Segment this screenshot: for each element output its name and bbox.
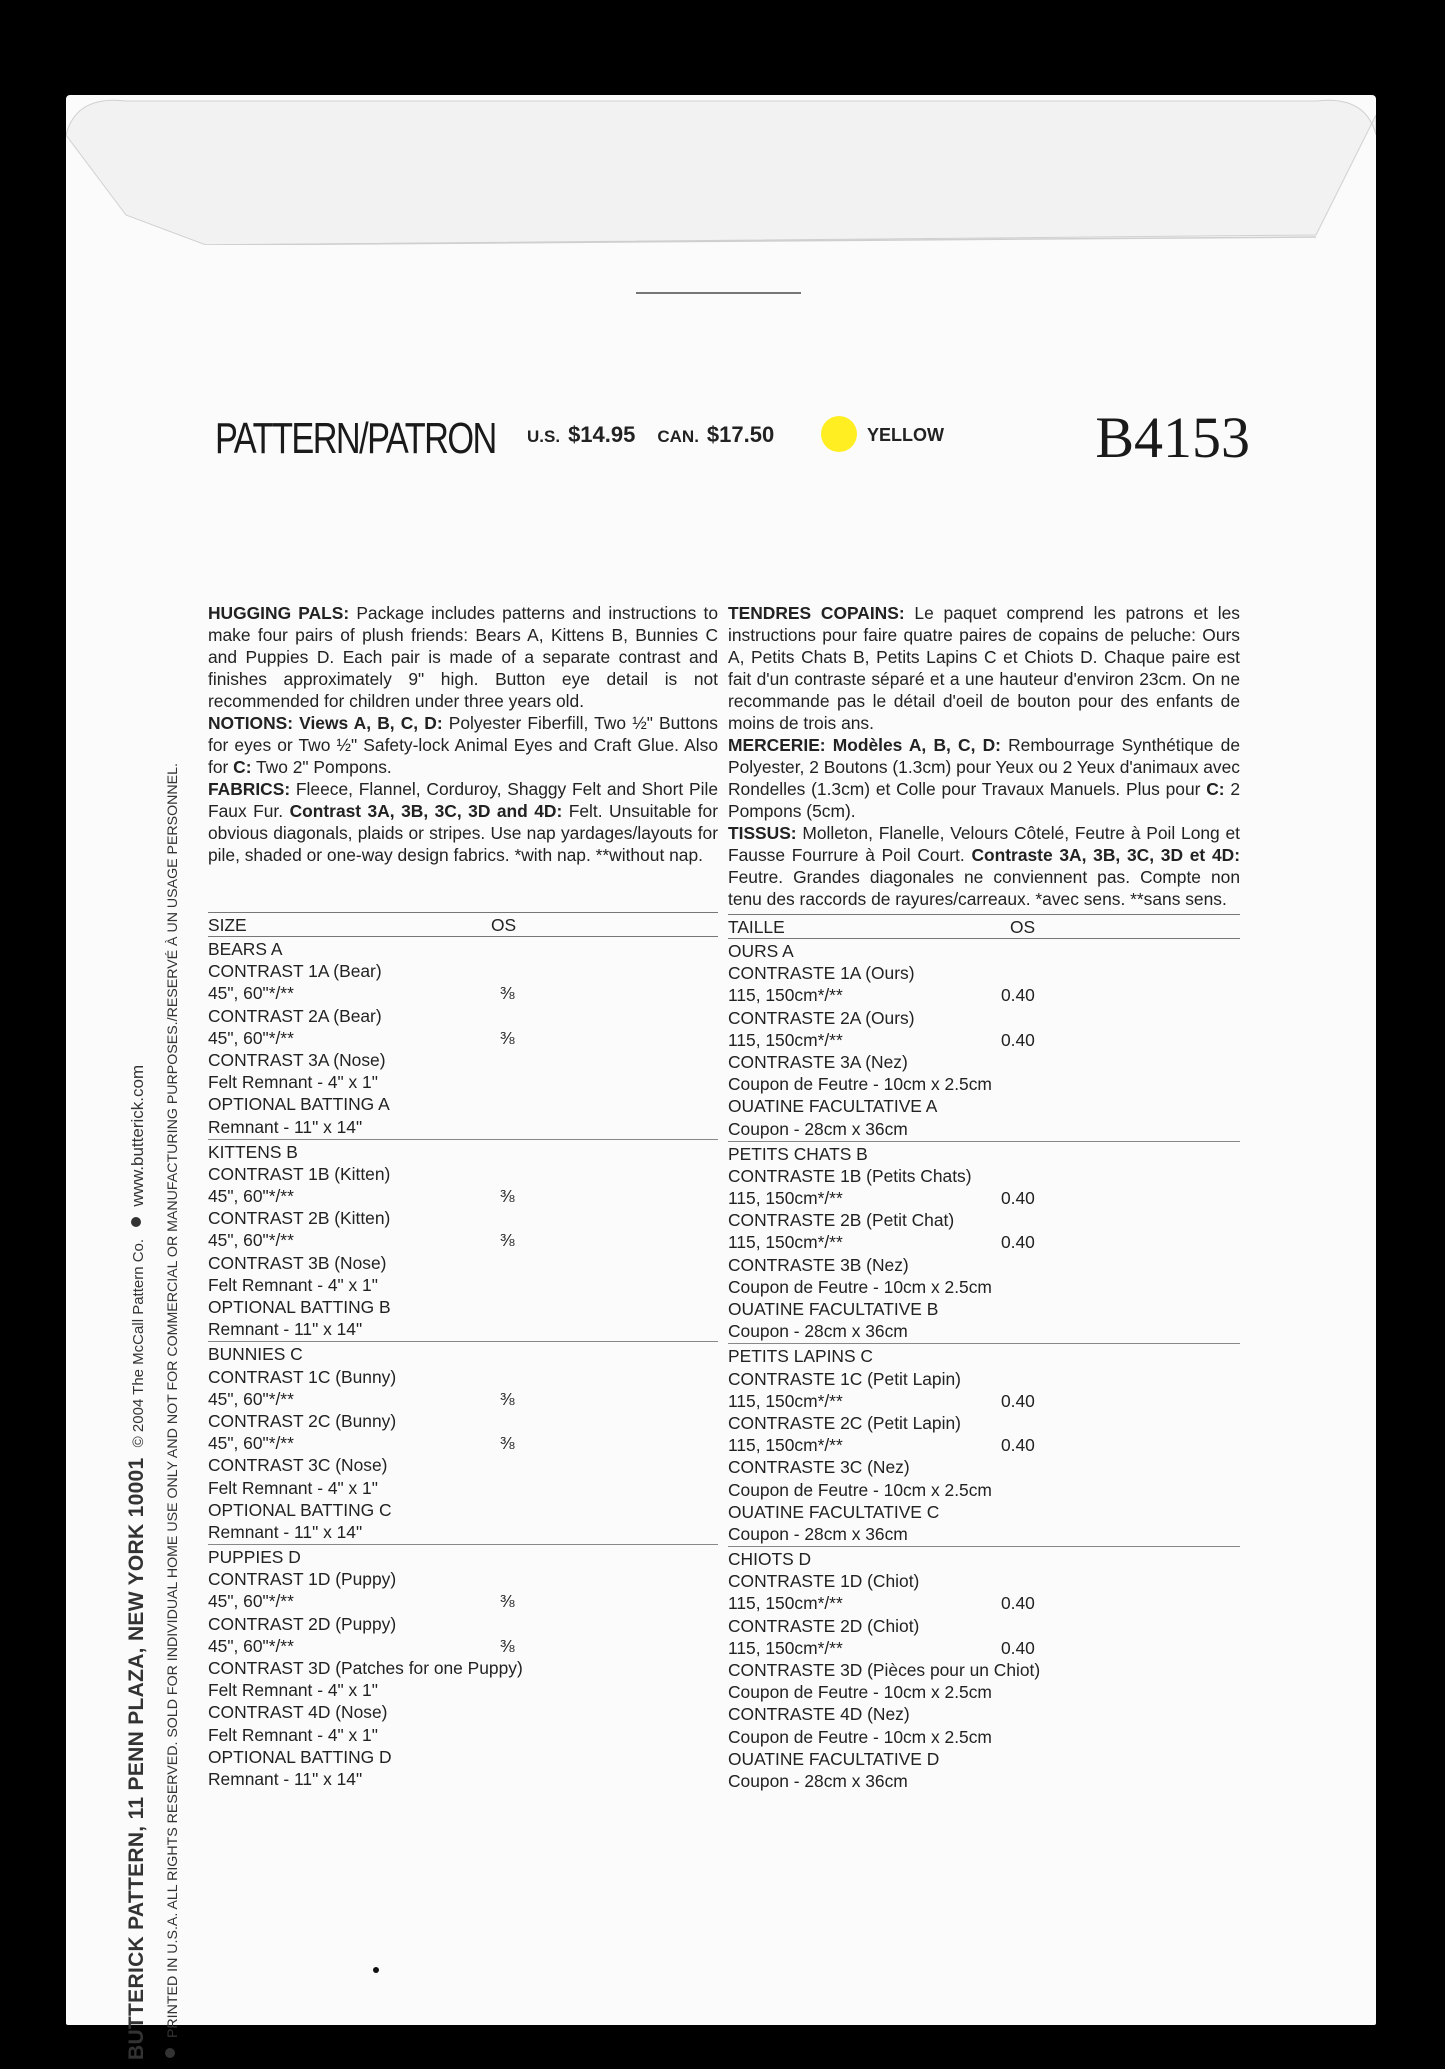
table-row [728,1143,1240,1165]
table-row [208,982,718,1004]
table-row [728,1501,1240,1523]
table-row [208,1296,718,1318]
table-row [728,1592,1240,1614]
table-row [728,940,1240,962]
intro-text: Molleton, Flanelle, Velours Côtelé, Feutre à Poil Long et Fausse Fourrure à Poil Court. [728,823,1240,865]
table-row [208,1163,718,1185]
row-label: CONTRAST 3B (Nose) [208,1252,387,1273]
intro-text: Package includes patterns and instructions to make four pairs of plush friends: Bears A, Kittens B, Bunnies C and Puppies D. Each pair is made of a separate contrast and finishes approximately 9" high. Button eye detail is not recommended for children under three years old. [208,603,718,711]
table-row [728,1073,1240,1095]
row-label: OUATINE FACULTATIVE B [728,1299,939,1319]
view-group [728,939,1240,1142]
row-label: CONTRAST 1B (Kitten) [208,1163,391,1184]
intro-heading: TISSUS: [728,823,797,843]
view-group [728,1344,1240,1547]
row-label: CONTRASTE 3D (Pièces pour un Chiot) [728,1660,1041,1680]
row-label: OPTIONAL BATTING B [208,1297,391,1317]
row-label: 45", 60"*/** [208,983,294,1004]
row-label: CONTRASTE 2C (Petit Lapin) [728,1412,961,1433]
row-quantity: 0.40 [1001,1390,1035,1411]
table-row [728,962,1240,984]
intro-heading: MERCERIE: Modèles A, B, C, D: [728,735,1001,755]
table-row [208,1141,718,1163]
intro-heading: Contraste 3A, 3B, 3C, 3D et 4D: [971,845,1240,865]
table-row [208,1093,718,1115]
row-label: PETITS LAPINS C [728,1346,873,1367]
intro-paragraph [208,712,718,778]
intro-text: Rembourrage Synthétique de Polyester, 2 Boutons (1.3cm) pour Yeux ou 2 Yeux d'animaux avec Rondelles (1.3cm) et Colle pour Travaux Manuels. Plus pour [728,735,1240,799]
table-row [208,1613,718,1635]
envelope-flap [66,95,1376,245]
row-label: 115, 150cm*/** [728,985,843,1006]
row-label: CONTRAST 2A (Bear) [208,1005,382,1026]
row-label: CONTRAST 1A (Bear) [208,961,382,982]
row-label: BEARS A [208,939,283,959]
table-row [728,1570,1240,1592]
row-quantity: ⅜ [500,1388,515,1409]
table-row [728,1118,1240,1140]
row-label: 115, 150cm*/** [728,1593,843,1614]
row-label: OPTIONAL BATTING A [208,1094,390,1115]
row-quantity: ⅜ [500,1635,515,1656]
table-row [728,1007,1240,1029]
row-quantity: ⅜ [500,1433,515,1454]
row-label: OURS A [728,941,794,961]
table-row [208,960,718,982]
intro-heading: C: [1206,779,1225,799]
intro-heading: FABRICS: [208,779,291,799]
table-row [728,1548,1240,1570]
table-row [208,1229,718,1251]
intro-paragraph [728,734,1240,822]
row-label: Remnant - 11" x 14" [208,1768,363,1789]
english-yardage-table [208,937,718,1791]
french-intro [728,602,1240,910]
row-label: CONTRASTE 2A (Ours) [728,1007,915,1028]
row-label: 45", 60"*/** [208,1388,294,1409]
intro-text: Feutre. Grandes diagonales ne conviennent pas. Compte non tenu des raccords de rayures/carreaux. *avec sens. **sans sens. [728,867,1240,909]
price-line [527,422,796,448]
table-row [208,1724,718,1746]
row-label: Coupon - 28cm x 36cm [728,1118,908,1139]
table-row [728,1095,1240,1117]
table-row [208,1454,718,1476]
row-label: CHIOTS D [728,1549,812,1570]
row-label: 115, 150cm*/** [728,1435,843,1456]
row-quantity: 0.40 [1001,1029,1035,1050]
table-row [208,1207,718,1229]
row-label: 45", 60"*/** [208,1433,294,1454]
row-label: Coupon de Feutre - 10cm x 2.5cm [728,1682,992,1703]
row-label: CONTRAST 1D (Puppy) [208,1569,397,1590]
table-row [208,1657,718,1679]
intro-heading: NOTIONS: Views A, B, C, D: [208,713,443,733]
table-row [728,1412,1240,1434]
table-row [208,1049,718,1071]
stray-mark [373,1967,379,1973]
pattern-number: B4153 [1095,405,1250,470]
row-label: 115, 150cm*/** [728,1232,843,1253]
table-row [728,1345,1240,1367]
view-group [208,1342,718,1545]
table-row [208,1343,718,1365]
row-label: CONTRASTE 1B (Petits Chats) [728,1165,972,1186]
row-label: Felt Remnant - 4" x 1" [208,1072,378,1093]
english-column [208,602,718,1791]
table-row [208,1568,718,1590]
row-label: 45", 60"*/** [208,1591,294,1612]
table-row [208,1318,718,1340]
view-group [728,1142,1240,1345]
table-row [208,1635,718,1657]
english-intro [208,602,718,908]
intro-text: Two 2" Pompons. [251,757,392,777]
french-column [728,602,1240,1793]
table-row [728,1254,1240,1276]
intro-paragraph [208,778,718,866]
table-row [728,1637,1240,1659]
row-label: Coupon - 28cm x 36cm [728,1770,908,1791]
color-name: YELLOW [867,425,944,445]
view-group [728,1547,1240,1793]
row-quantity: ⅜ [500,1230,515,1251]
pattern-label: PATTERN/PATRON [215,414,496,463]
table-row [208,1252,718,1274]
table-row [728,1681,1240,1703]
us-label: U.S. [527,427,561,446]
row-label: CONTRASTE 2B (Petit Chat) [728,1210,955,1231]
intro-heading: HUGGING PALS: [208,603,350,623]
intro-text: Fleece, Flannel, Corduroy, Shaggy Felt and Short Pile Faux Fur. [208,779,718,821]
row-label: CONTRASTE 1D (Chiot) [728,1571,920,1592]
table-row [728,1434,1240,1456]
row-label: CONTRASTE 4D (Nez) [728,1704,910,1725]
table-row [208,1477,718,1499]
row-label: 45", 60"*/** [208,1027,294,1048]
table-row [728,1456,1240,1478]
row-quantity: ⅜ [500,983,515,1004]
table-row [208,1005,718,1027]
taille-label: TAILLE [728,917,785,937]
row-label: CONTRAST 3C (Nose) [208,1455,388,1476]
intro-heading: C: [233,757,252,777]
side-rights [165,588,181,2058]
table-row [208,1027,718,1049]
side-imprint [125,590,149,2060]
table-row [208,1590,718,1612]
table-row [728,1523,1240,1545]
table-row [208,1410,718,1432]
table-row [728,1187,1240,1209]
row-quantity: ⅜ [500,1186,515,1207]
intro-text: Le paquet comprend les patrons et les instructions pour faire quatre paires de copains de peluche: Ours A, Petits Chats B, Petits Lapins C et Chiots D. Chaque paire est fait d'un contraste séparé et a une hauteur d'environ 23cm. On ne recommande pas le détail d'oeil de bouton pour des enfants de moins de trois ans. [728,603,1240,733]
table-row [728,1276,1240,1298]
table-row [208,1768,718,1790]
intro-paragraph [208,602,718,712]
table-row [208,938,718,960]
row-quantity: 0.40 [1001,1188,1035,1209]
table-row [728,1726,1240,1748]
table-row [208,1521,718,1543]
row-quantity: 0.40 [1001,1593,1035,1614]
table-row [728,1231,1240,1253]
table-row [728,1479,1240,1501]
table-row [208,1499,718,1521]
table-row [208,1366,718,1388]
row-label: OUATINE FACULTATIVE C [728,1501,940,1522]
row-label: CONTRASTE 3C (Nez) [728,1457,910,1478]
table-row [208,1185,718,1207]
row-label: Felt Remnant - 4" x 1" [208,1724,378,1745]
table-row [728,1029,1240,1051]
row-label: Coupon de Feutre - 10cm x 2.5cm [728,1276,992,1297]
table-row [208,1679,718,1701]
row-label: Remnant - 11" x 14" [208,1319,363,1340]
row-label: Felt Remnant - 4" x 1" [208,1274,378,1295]
view-group [208,1140,718,1343]
row-label: OPTIONAL BATTING C [208,1499,392,1520]
company-address: BUTTERICK PATTERN, 11 PENN PLAZA, NEW YORK 10001 [125,1457,148,2060]
table-row [208,1071,718,1093]
row-label: BUNNIES C [208,1344,303,1365]
row-label: 115, 150cm*/** [728,1390,843,1411]
website: www.butterick.com [128,1064,147,1207]
row-label: CONTRASTE 3A (Nez) [728,1051,908,1072]
row-quantity: ⅜ [500,1591,515,1612]
taille-value: OS [1010,917,1036,937]
can-label: CAN. [657,427,699,446]
row-label: Coupon de Feutre - 10cm x 2.5cm [728,1074,992,1095]
french-yardage-table [728,939,1240,1793]
view-group [208,1545,718,1791]
row-label: Coupon de Feutre - 10cm x 2.5cm [728,1726,992,1747]
row-label: Coupon - 28cm x 36cm [728,1523,908,1544]
copyright: © 2004 The McCall Pattern Co. [130,1238,147,1448]
flap-mark [636,292,801,294]
row-label: Remnant - 11" x 14" [208,1521,363,1542]
intro-text: Polyester Fiberfill, Two ½" Buttons for eyes or Two ½" Safety-lock Animal Eyes and Craft Glue. Also for [208,713,718,777]
row-label: PETITS CHATS B [728,1143,868,1164]
row-label: CONTRAST 3A (Nose) [208,1049,386,1070]
table-row [208,1432,718,1454]
table-row [728,1770,1240,1792]
table-row [728,1051,1240,1073]
intro-heading: Contrast 3A, 3B, 3C, 3D and 4D: [289,801,563,821]
table-row [208,1701,718,1723]
row-label: Felt Remnant - 4" x 1" [208,1477,378,1498]
table-row [728,1748,1240,1770]
row-label: Felt Remnant - 4" x 1" [208,1680,378,1701]
row-label: 115, 150cm*/** [728,1637,843,1658]
intro-heading: TENDRES COPAINS: [728,603,905,623]
row-label: CONTRASTE 1C (Petit Lapin) [728,1368,961,1389]
row-label: Coupon - 28cm x 36cm [728,1321,908,1342]
table-row [728,1209,1240,1231]
row-label: CONTRASTE 3B (Nez) [728,1254,909,1275]
table-row [728,1703,1240,1725]
table-row [728,1165,1240,1187]
intro-text: Felt. Unsuitable for obvious diagonals, plaids or stripes. Use nap yardages/layouts for pile, shaded or one-way design fabrics. *with nap. **without nap. [208,801,718,865]
row-label: Coupon de Feutre - 10cm x 2.5cm [728,1479,992,1500]
color-swatch [821,416,857,452]
taille-header [728,914,1240,939]
row-label: 45", 60"*/** [208,1230,294,1251]
view-group [208,937,718,1140]
table-row [728,1659,1240,1681]
table-row [728,1368,1240,1390]
size-value: OS [491,915,517,935]
table-row [208,1746,718,1768]
intro-paragraph [728,602,1240,734]
row-quantity: 0.40 [1001,1435,1035,1456]
size-label: SIZE [208,915,247,935]
row-label: OUATINE FACULTATIVE A [728,1096,938,1117]
row-label: CONTRAST 2B (Kitten) [208,1208,391,1229]
table-row [208,1546,718,1568]
row-label: CONTRAST 2C (Bunny) [208,1410,397,1431]
size-header [208,912,718,937]
row-label: KITTENS B [208,1141,298,1162]
row-quantity: 0.40 [1001,1232,1035,1253]
row-quantity: 0.40 [1001,985,1035,1006]
separator-dot [131,1217,141,1227]
row-label: PUPPIES D [208,1547,301,1568]
table-row [728,1298,1240,1320]
header-bar [215,405,1250,470]
separator-dot [165,2048,175,2058]
row-label: 45", 60"*/** [208,1635,294,1656]
us-price: $14.95 [568,422,636,447]
table-row [728,1615,1240,1637]
row-label: 115, 150cm*/** [728,1029,843,1050]
row-label: OUATINE FACULTATIVE D [728,1748,940,1769]
intro-text: 2 Pompons (5cm). [728,779,1240,821]
row-label: CONTRAST 3D (Patches for one Puppy) [208,1658,523,1678]
table-row [208,1388,718,1410]
row-quantity: ⅜ [500,1027,515,1048]
row-label: 45", 60"*/** [208,1186,294,1207]
table-row [728,1390,1240,1412]
row-label: OPTIONAL BATTING D [208,1746,392,1767]
intro-paragraph [728,822,1240,910]
table-row [728,1320,1240,1342]
table-row [208,1116,718,1138]
row-label: CONTRAST 4D (Nose) [208,1702,388,1723]
row-label: CONTRASTE 1A (Ours) [728,963,915,984]
rights-text: PRINTED IN U.S.A. ALL RIGHTS RESERVED. SOLD FOR INDIVIDUAL HOME USE ONLY AND NOT FOR COMMERCIAL OR MANUFACTURING PURPOSES./RESERVÉ À UN USAGE PERSONNEL. [165,763,181,2039]
row-label: CONTRAST 1C (Bunny) [208,1366,397,1387]
table-row [728,984,1240,1006]
row-label: 115, 150cm*/** [728,1188,843,1209]
row-quantity: 0.40 [1001,1637,1035,1658]
table-row [208,1274,718,1296]
can-price: $17.50 [706,422,775,447]
row-label: CONTRAST 2D (Puppy) [208,1613,397,1634]
row-label: Remnant - 11" x 14" [208,1116,363,1137]
row-label: CONTRASTE 2D (Chiot) [728,1615,920,1636]
